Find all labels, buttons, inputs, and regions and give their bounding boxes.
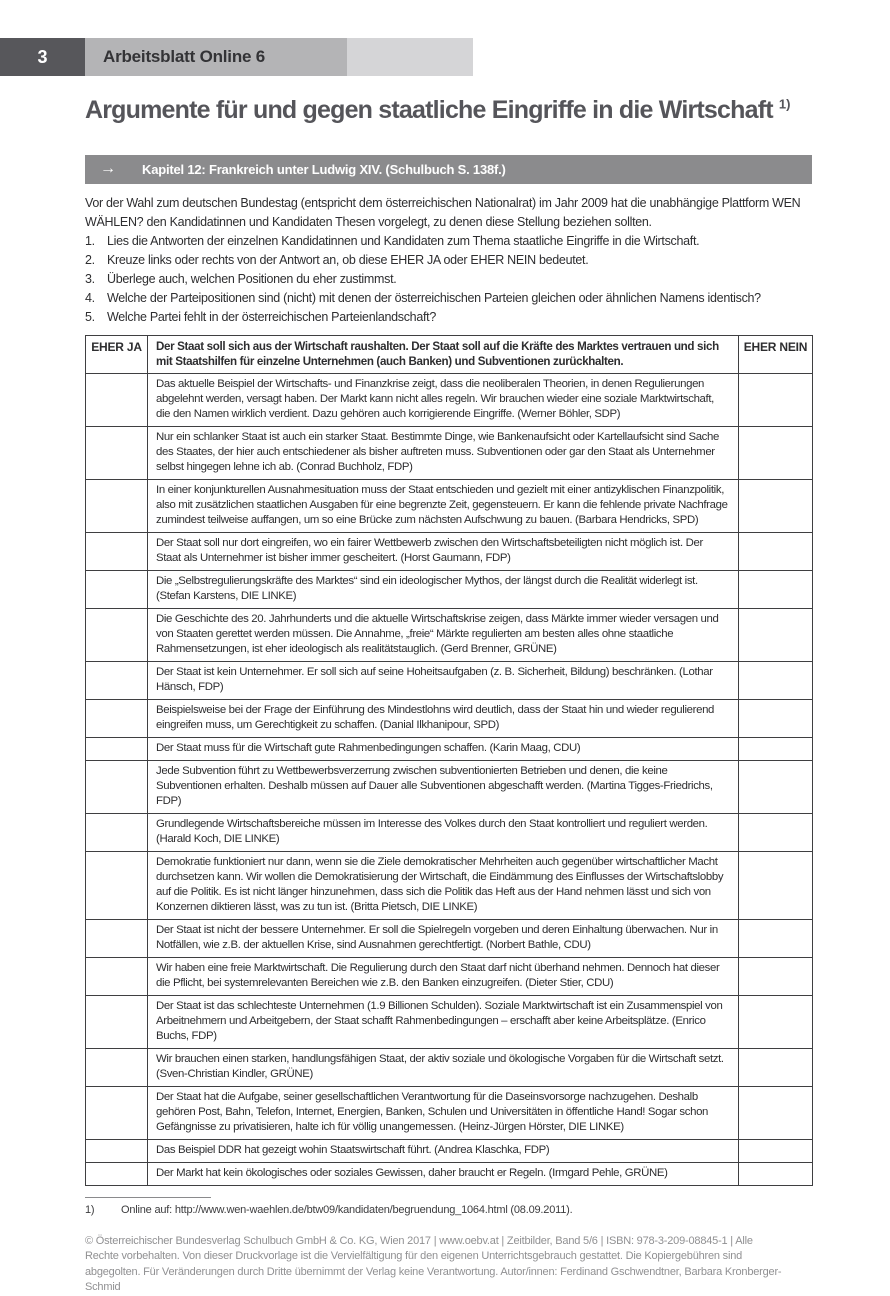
- statement-header: Der Staat soll sich aus der Wirtschaft raushalten. Der Staat soll auf die Kräfte des Marktes vertrauen und sich mit Staatshilfen für einzelne Unternehmen (auch Banken) und Subventionen zurückhalten.: [148, 335, 739, 373]
- eher-nein-cell[interactable]: [739, 1048, 813, 1086]
- eher-ja-cell[interactable]: [86, 532, 148, 570]
- task-number: 5.: [85, 309, 95, 324]
- eher-nein-header: EHER NEIN: [739, 335, 813, 373]
- table-row: [86, 426, 813, 479]
- footnote-rule: [85, 1197, 211, 1198]
- page-title: [85, 96, 812, 125]
- statement-text: Grundlegende Wirtschaftsbereiche müssen im Interesse des Volkes durch den Staat kontrolliert und reguliert werden. (Harald Koch, DIE LINKE): [148, 813, 739, 851]
- table-row: [86, 661, 813, 699]
- eher-ja-cell[interactable]: [86, 661, 148, 699]
- task-text: Überlege auch, welchen Positionen du eher zustimmst.: [107, 271, 397, 286]
- eher-ja-cell[interactable]: [86, 373, 148, 426]
- chapter-banner: [85, 155, 812, 184]
- task-text: Lies die Antworten der einzelnen Kandidatinnen und Kandidaten zum Thema staatliche Eingriffe in die Wirtschaft.: [107, 233, 700, 248]
- eher-ja-cell[interactable]: [86, 995, 148, 1048]
- footnote-line: [85, 1203, 812, 1217]
- statement-text: Demokratie funktioniert nur dann, wenn sie die Ziele demokratischer Mehrheiten auch gegenüber wirtschaftlicher Macht durchsetzen kann. Wir wollen die Demokratisierung der Wirtschaft, die Eindämmung des Einflusses der Wirtschaftslobby auf die Politik. Es ist nicht länger hinzunehmen, dass sich die Politik das Heft aus der Hand nehmen lässt und sich von Konzernen diktieren lässt, was zu tun ist. (Britta Pietsch, DIE LINKE): [148, 851, 739, 919]
- page-content: [85, 96, 812, 1296]
- statement-text: Die Geschichte des 20. Jahrhunderts und die aktuelle Wirtschaftskrise zeigen, dass Märkte immer wieder versagen und von Staaten gerettet werden müssen. Die Annahme, „freie“ Märkte regulierten am besten alles ohne staatliche Rahmensetzungen, ist eher ideologisch als realitätstauglich. (Gerd Brenner, GRÜNE): [148, 608, 739, 661]
- eher-nein-cell[interactable]: [739, 957, 813, 995]
- eher-nein-cell[interactable]: [739, 919, 813, 957]
- table-row: [86, 479, 813, 532]
- table-row: [86, 699, 813, 737]
- eher-ja-cell[interactable]: [86, 1162, 148, 1185]
- eher-ja-cell[interactable]: [86, 608, 148, 661]
- table-row: [86, 813, 813, 851]
- table-row: [86, 1139, 813, 1162]
- eher-nein-cell[interactable]: [739, 608, 813, 661]
- eher-ja-cell[interactable]: [86, 760, 148, 813]
- statement-text: Nur ein schlanker Staat ist auch ein starker Staat. Bestimmte Dinge, wie Bankenaufsicht oder Kartellaufsicht sind Sache des Staates, der hier auch entschiedener als bisher auftreten muss. Subventionen oder gar den Staat als Unternehmer selbst hingegen lehne ich ab. (Conrad Buchholz, FDP): [148, 426, 739, 479]
- statement-text: Der Staat ist nicht der bessere Unternehmer. Er soll die Spielregeln vorgeben und deren Einhaltung überwachen. Nur in Notfällen, wie z.B. der aktuellen Krise, sind Ausnahmen gerechtfertigt. (Norbert Bathle, CDU): [148, 919, 739, 957]
- eher-ja-cell[interactable]: [86, 1139, 148, 1162]
- task-item: [85, 308, 812, 327]
- page-title-text: Argumente für und gegen staatliche Eingriffe in die Wirtschaft: [85, 96, 773, 124]
- arguments-table: [85, 335, 813, 1186]
- eher-ja-header: EHER JA: [86, 335, 148, 373]
- title-footnote-marker: 1): [778, 96, 791, 112]
- task-item: [85, 251, 812, 270]
- page-footer: © Österreichischer Bundesverlag Schulbuch GmbH & Co. KG, Wien 2017 | www.oebv.at | Zeitbilder, Band 5/6 | ISBN: 978-3-209-08845-1 | Alle Rechte vorbehalten. Von dieser Druckvorlage ist die Vervielfältigung für den eigenen Unterrichtsgebrauch gestattet. Die Kopiergebühren sind abgegolten. Für Veränderungen durch Dritte übernimmt der Verlag keine Verantwortung. Autor/innen: Ferdinand Gschwendtner, Barbara Kronberger-Schmid: [85, 1234, 782, 1294]
- statement-text: In einer konjunkturellen Ausnahmesituation muss der Staat entschieden und gezielt mit einer antizyklischen Finanzpolitik, also mit zusätzlichen staatlichen Ausgaben für eine begrenzte Zeit, gegensteuern. Er kann die fehlende private Nachfrage zumindest teilweise auffangen, um so eine Brücke zum nächsten Aufschwung zu bauen. (Barbara Hendricks, SPD): [148, 479, 739, 532]
- table-row: [86, 957, 813, 995]
- table-row: [86, 1048, 813, 1086]
- table-row: [86, 919, 813, 957]
- task-text: Welche Partei fehlt in der österreichischen Parteienlandschaft?: [107, 309, 436, 324]
- statement-text: Das aktuelle Beispiel der Wirtschafts- und Finanzkrise zeigt, dass die neoliberalen Theorien, in denen Regulierungen abgelehnt werden, versagt haben. Der Markt kann nicht alles regeln. Wir brauchen wieder eine soziale Marktwirtschaft, die den Namen wirklich verdient. Dazu gehören auch korrigierende Eingriffe. (Werner Böhler, SDP): [148, 373, 739, 426]
- table-row: [86, 1162, 813, 1185]
- footnote-section: [85, 1197, 812, 1217]
- eher-nein-cell[interactable]: [739, 373, 813, 426]
- eher-nein-cell[interactable]: [739, 426, 813, 479]
- eher-nein-cell[interactable]: [739, 699, 813, 737]
- eher-nein-cell[interactable]: [739, 995, 813, 1048]
- task-item: [85, 289, 812, 308]
- table-row: [86, 570, 813, 608]
- task-number: 2.: [85, 252, 95, 267]
- statement-text: Der Staat muss für die Wirtschaft gute Rahmenbedingungen schaffen. (Karin Maag, CDU): [148, 737, 739, 760]
- eher-ja-cell[interactable]: [86, 1086, 148, 1139]
- eher-ja-cell[interactable]: [86, 813, 148, 851]
- statement-text: Die „Selbstregulierungskräfte des Marktes“ sind ein ideologischer Mythos, der längst durch die Realität widerlegt ist. (Stefan Karstens, DIE LINKE): [148, 570, 739, 608]
- page-number-box: [0, 38, 85, 76]
- header-band: [0, 38, 890, 76]
- statement-text: Der Staat hat die Aufgabe, seiner gesellschaftlichen Verantwortung für die Daseinsvorsorge nachzugehen. Deshalb gehören Post, Bahn, Telefon, Internet, Energien, Banken, Schulen und Universitäten in öffentliche Hand! Sogar schon Gefängnisse zu privatisieren, halte ich für völlig unangemessen. (Heinz-Jürgen Hörster, DIE LINKE): [148, 1086, 739, 1139]
- eher-nein-cell[interactable]: [739, 532, 813, 570]
- table-row: [86, 532, 813, 570]
- task-number: 4.: [85, 290, 95, 305]
- statement-text: Der Staat ist das schlechteste Unternehmen (1.9 Billionen Schulden). Soziale Marktwirtschaft ist ein Zusammenspiel von Arbeitnehmern und Arbeitgebern, der Staat schafft Rahmenbedingungen – erschafft aber keine Arbeitsplätze. (Enrico Buchs, FDP): [148, 995, 739, 1048]
- eher-ja-cell[interactable]: [86, 426, 148, 479]
- eher-ja-cell[interactable]: [86, 479, 148, 532]
- statement-text: Wir brauchen einen starken, handlungsfähigen Staat, der aktiv soziale und ökologische Vorgaben für die Wirtschaft setzt. (Sven-Christian Kindler, GRÜNE): [148, 1048, 739, 1086]
- eher-nein-cell[interactable]: [739, 1139, 813, 1162]
- eher-nein-cell[interactable]: [739, 851, 813, 919]
- worksheet-label: Arbeitsblatt Online 6: [103, 47, 266, 66]
- statement-text: Jede Subvention führt zu Wettbewerbsverzerrung zwischen subventionierten Betrieben und denen, die keine Subventionen erhalten. Deshalb müssen auf Dauer alle Subventionen abgeschafft werden. (Martina Tigges-Friedrichs, FDP): [148, 760, 739, 813]
- eher-nein-cell[interactable]: [739, 737, 813, 760]
- statement-text: Das Beispiel DDR hat gezeigt wohin Staatswirtschaft führt. (Andrea Klaschka, FDP): [148, 1139, 739, 1162]
- eher-ja-cell[interactable]: [86, 851, 148, 919]
- task-item: [85, 270, 812, 289]
- intro-paragraph: Vor der Wahl zum deutschen Bundestag (entspricht dem österreichischen Nationalrat) im Jahr 2009 hat die unabhängige Plattform WEN WÄHLEN? den Kandidatinnen und Kandidaten Thesen vorgelegt, zu denen diese Stellung beziehen sollten.: [85, 195, 801, 229]
- chapter-banner-label: Kapitel 12: Frankreich unter Ludwig XIV. (Schulbuch S. 138f.): [142, 161, 506, 177]
- eher-nein-cell[interactable]: [739, 813, 813, 851]
- statement-text: Der Staat soll nur dort eingreifen, wo ein fairer Wettbewerb zwischen den Wirtschaftsbeteiligten nicht möglich ist. Der Staat als Unternehmer ist bisher immer gescheitert. (Horst Gaumann, FDP): [148, 532, 739, 570]
- table-row: [86, 1086, 813, 1139]
- eher-nein-cell[interactable]: [739, 1162, 813, 1185]
- table-row: [86, 995, 813, 1048]
- statement-text: Beispielsweise bei der Frage der Einführung des Mindestlohns wird deutlich, dass der Staat hin und wieder regulierend eingreifen muss, um Gerechtigkeit zu schaffen. (Danial Ilkhanipour, SPD): [148, 699, 739, 737]
- eher-ja-cell[interactable]: [86, 570, 148, 608]
- task-number: 3.: [85, 271, 95, 286]
- statement-text: Wir haben eine freie Marktwirtschaft. Die Regulierung durch den Staat darf nicht überhand nehmen. Dennoch hat dieser die Pflicht, bei systemrelevanten Bereichen wie z.B. den Banken einzugreifen. (Dieter Stier, CDU): [148, 957, 739, 995]
- intro-section: [85, 194, 812, 327]
- worksheet-bar: [85, 38, 347, 76]
- eher-nein-cell[interactable]: [739, 760, 813, 813]
- task-item: [85, 232, 812, 251]
- table-header-row: [86, 335, 813, 373]
- task-text: Kreuze links oder rechts von der Antwort an, ob diese EHER JA oder EHER NEIN bedeutet.: [107, 252, 589, 267]
- table-row: [86, 737, 813, 760]
- eher-ja-cell[interactable]: [86, 737, 148, 760]
- arrow-right-icon: →: [100, 160, 116, 178]
- task-number: 1.: [85, 233, 95, 248]
- task-list: [85, 232, 812, 327]
- eher-ja-cell[interactable]: [86, 919, 148, 957]
- task-text: Welche der Parteipositionen sind (nicht) mit denen der österreichischen Parteien gleichen oder ähnlichen Namens identisch?: [107, 290, 761, 305]
- table-row: [86, 760, 813, 813]
- eher-ja-cell[interactable]: [86, 1048, 148, 1086]
- eher-nein-cell[interactable]: [739, 661, 813, 699]
- table-row: [86, 608, 813, 661]
- eher-nein-cell[interactable]: [739, 479, 813, 532]
- table-row: [86, 851, 813, 919]
- statement-text: Der Markt hat kein ökologisches oder soziales Gewissen, daher braucht er Regeln. (Irmgard Pehle, GRÜNE): [148, 1162, 739, 1185]
- eher-nein-cell[interactable]: [739, 570, 813, 608]
- footnote-marker: 1): [85, 1203, 95, 1216]
- table-row: [86, 373, 813, 426]
- eher-ja-cell[interactable]: [86, 957, 148, 995]
- page-number: 3: [37, 46, 48, 67]
- statement-text: Der Staat ist kein Unternehmer. Er soll sich auf seine Hoheitsaufgaben (z. B. Sicherheit, Bildung) beschränken. (Lothar Hänsch, FDP): [148, 661, 739, 699]
- footnote-text: Online auf: http://www.wen-waehlen.de/btw09/kandidaten/begruendung_1064.html (08.09.2011).: [121, 1203, 573, 1216]
- worksheet-bar-light-segment: [347, 38, 473, 76]
- eher-ja-cell[interactable]: [86, 699, 148, 737]
- eher-nein-cell[interactable]: [739, 1086, 813, 1139]
